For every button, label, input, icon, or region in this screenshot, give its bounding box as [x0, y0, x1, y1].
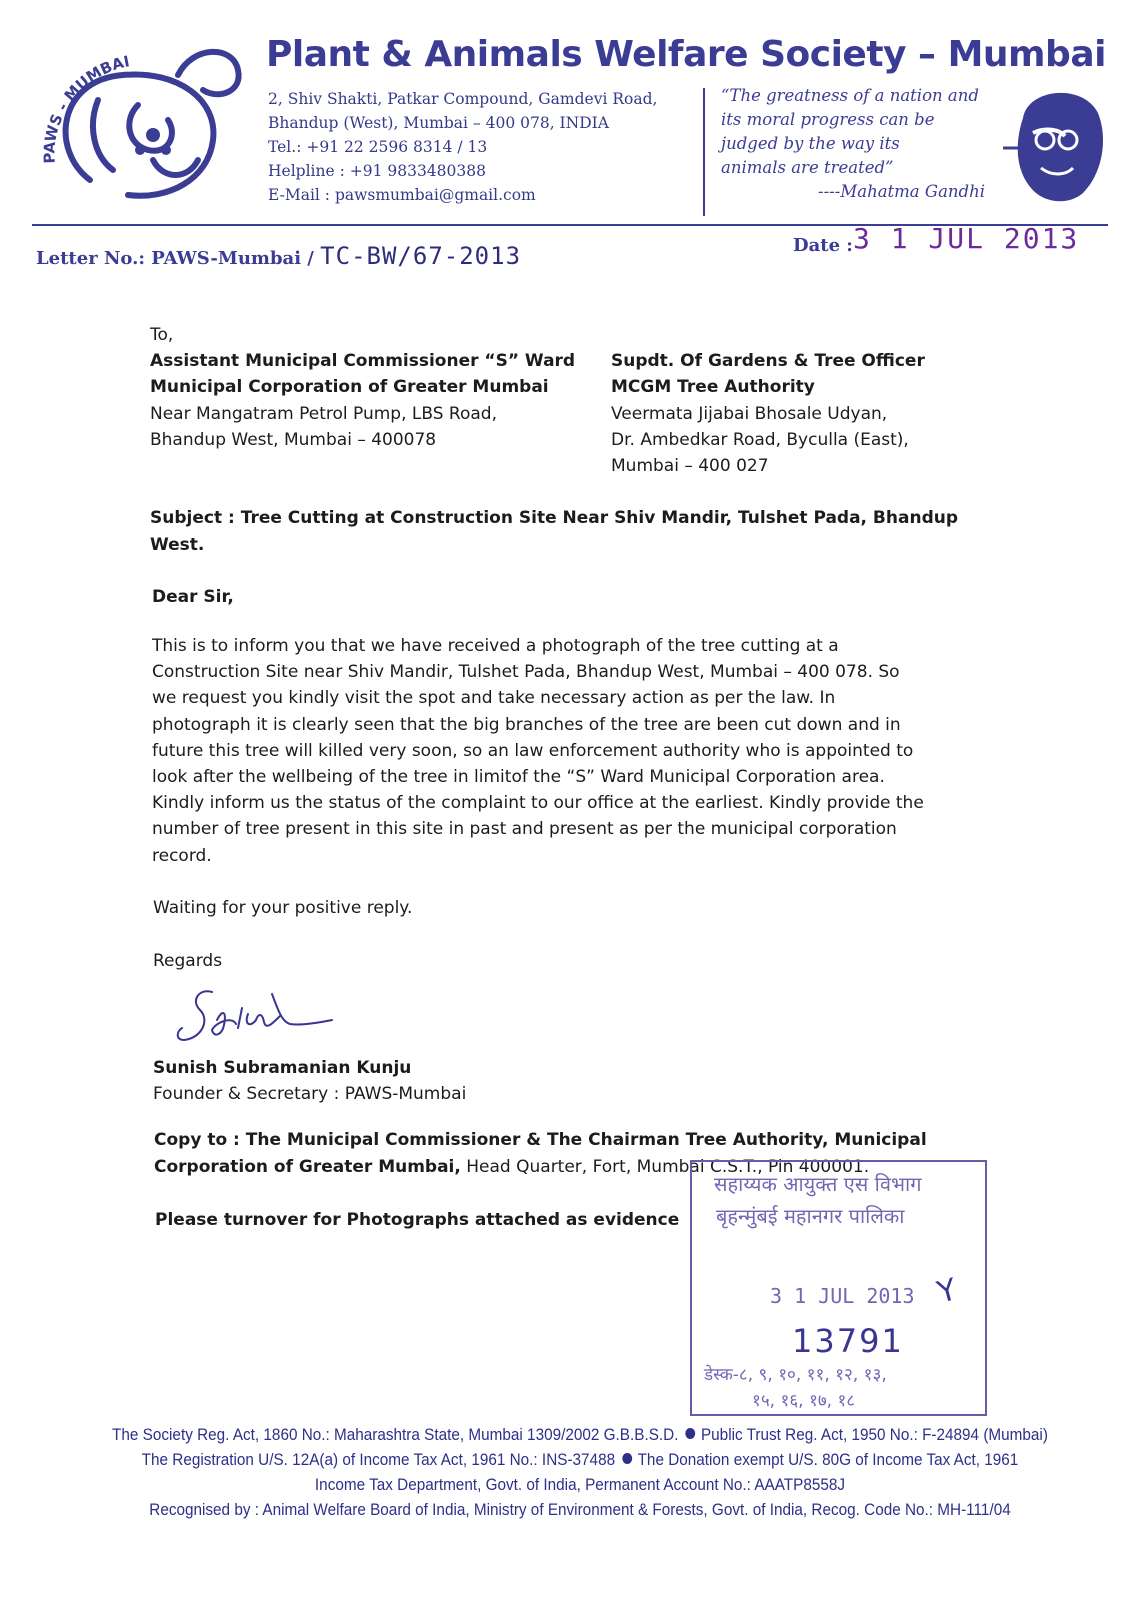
footer-donation-80g: The Donation exempt U/S. 80G of Income Tax Act, 1961	[637, 1450, 1019, 1469]
paragraph-line: photograph it is clearly seen that the big branches of the tree are been cut down and in	[152, 714, 901, 735]
paragraph-line: This is to inform you that we have received a photograph of the tree cutting at a	[152, 636, 839, 656]
footer-line-2	[94, 1447, 1066, 1472]
stamp-office-line-2: बृहन्मुंबई महानगर पालिका	[716, 1204, 905, 1228]
copy-to-line-2-rest: Head Quarter, Fort, Mumbai C.S.T., Pin 400001.	[460, 1157, 870, 1177]
recipient-left-line-4: Bhandup West, Mumbai – 400078	[150, 430, 437, 450]
quote-line-2: its moral progress can be	[721, 110, 935, 129]
quote-line-4: animals are treated”	[721, 158, 894, 177]
paragraph-line: number of tree present in this site in past and present as per the municipal corporation	[152, 819, 897, 840]
paragraph-line: future this tree will killed very soon, so an law enforcement authority who is appointed to	[152, 740, 914, 761]
bullet-icon	[622, 1453, 632, 1464]
address-line-1: 2, Shiv Shakti, Patkar Compound, Gamdevi Road,	[268, 90, 658, 108]
subject-line-2: West.	[150, 535, 205, 555]
gandhi-quote	[721, 84, 1011, 204]
footer-society-reg: The Society Reg. Act, 1860 No.: Maharashtra State, Mumbai 1309/2002 G.B.B.S.D.	[112, 1425, 679, 1444]
footer-line-3: Income Tax Department, Govt. of India, Permanent Account No.: AAATP8558J	[314, 1475, 846, 1494]
subject-line-1: Subject : Tree Cutting at Construction Site Near Shiv Mandir, Tulshet Pada, Bhandup	[150, 508, 959, 528]
closing-regards: Regards	[153, 951, 223, 971]
letter-number-value: TC-BW/67-2013	[320, 242, 522, 270]
turnover-note: Please turnover for Photographs attached as evidence	[155, 1210, 680, 1230]
stamp-office-line-1: सहाय्यक आयुक्त एस विभाग	[714, 1172, 922, 1196]
email-line: E-Mail : pawsmumbai@gmail.com	[268, 186, 536, 204]
recipient-right-line-3: Veermata Jijabai Bhosale Udyan,	[611, 404, 888, 424]
tel-line: Tel.: +91 22 2596 8314 / 13	[268, 138, 488, 156]
date-label: Date :	[793, 235, 853, 256]
handwritten-signature	[172, 980, 342, 1060]
footer-public-trust: Public Trust Reg. Act, 1950 No.: F-24894 (Mumbai)	[700, 1425, 1048, 1444]
address-line-2: Bhandup (West), Mumbai – 400 078, INDIA	[268, 114, 609, 132]
stamp-desk-line-1: डेस्क-८, ९, १०, ११, १२, १३,	[704, 1365, 887, 1385]
recipient-right-line-2: MCGM Tree Authority	[611, 377, 815, 397]
stamp-tick-mark: Y	[933, 1272, 961, 1311]
footer-line-4: Recognised by : Animal Welfare Board of India, Ministry of Environment & Forests, Govt. of India, Recog. Code No.: MH-111/04	[149, 1500, 1011, 1519]
recipient-right-line-4: Dr. Ambedkar Road, Byculla (East),	[611, 430, 909, 450]
paragraph-line: we request you kindly visit the spot and take necessary action as per the law. In	[152, 688, 836, 709]
gandhi-portrait-icon	[1003, 78, 1108, 208]
date-stamp-value: 3 1 JUL 2013	[853, 222, 1080, 255]
received-stamp	[690, 1160, 987, 1416]
quote-attribution: ----Mahatma Gandhi	[818, 182, 985, 201]
to-label: To,	[150, 325, 174, 345]
closing-waiting: Waiting for your positive reply.	[153, 898, 413, 918]
copy-to-line-1: Copy to : The Municipal Commissioner & The Chairman Tree Authority, Municipal	[154, 1130, 927, 1150]
quote-line-3: judged by the way its	[721, 134, 900, 153]
letter-number-label: Letter No.: PAWS-Mumbai /	[36, 248, 314, 269]
salutation: Dear Sir,	[152, 587, 234, 607]
paragraph-line: Kindly inform us the status of the complaint to our office at the earliest. Kindly provide the	[152, 793, 924, 814]
copy-to-line-2-bold: Corporation of Greater Mumbai,	[154, 1157, 461, 1177]
recipient-left-line-1: Assistant Municipal Commissioner “S” Ward	[150, 351, 576, 371]
registration-footer	[40, 1422, 1120, 1522]
paws-logo	[28, 30, 258, 205]
letter-number	[36, 242, 521, 270]
paragraph-line: look after the wellbeing of the tree in limitof the “S” Ward Municipal Corporation area.	[152, 767, 885, 788]
signer-name: Sunish Subramanian Kunju	[153, 1058, 412, 1078]
letter-body-paragraph	[152, 633, 1002, 869]
org-name: Plant & Animals Welfare Society – Mumbai	[266, 34, 1106, 75]
footer-registration-12a: The Registration U/S. 12A(a) of Income Tax Act, 1961 No.: INS-37488	[141, 1450, 616, 1469]
recipient-right-line-5: Mumbai – 400 027	[611, 456, 769, 476]
header-divider	[703, 88, 705, 216]
logo-lettering: PAWS - MUMBAI	[40, 52, 131, 164]
bullet-icon	[686, 1428, 696, 1439]
quote-line-1: “The greatness of a nation and	[721, 86, 979, 105]
stamp-inward-number: 13791	[792, 1322, 904, 1360]
helpline-line: Helpline : +91 9833480388	[268, 162, 486, 180]
recipient-right-line-1: Supdt. Of Gardens & Tree Officer	[611, 351, 925, 371]
paragraph-line: record.	[152, 845, 212, 866]
footer-line-1	[94, 1422, 1066, 1447]
paragraph-line: Construction Site near Shiv Mandir, Tulshet Pada, Bhandup West, Mumbai – 400 078. So	[152, 662, 900, 683]
recipient-left-line-3: Near Mangatram Petrol Pump, LBS Road,	[150, 404, 497, 424]
stamp-desk-line-2: १५, १६, १७, १८	[752, 1391, 856, 1411]
stamp-date: 3 1 JUL 2013	[770, 1284, 915, 1308]
recipient-left-line-2: Municipal Corporation of Greater Mumbai	[150, 377, 549, 397]
signer-title: Founder & Secretary : PAWS-Mumbai	[153, 1084, 467, 1104]
